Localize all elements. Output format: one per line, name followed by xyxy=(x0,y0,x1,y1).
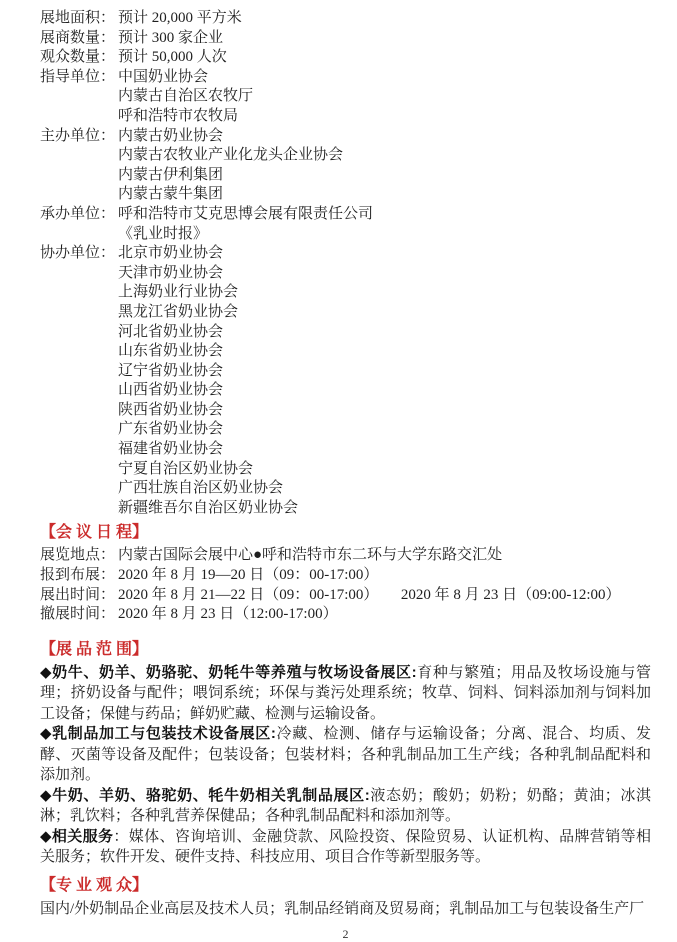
info-field-value-line: 河北省奶业协会 xyxy=(118,323,224,340)
schedule-row xyxy=(40,566,651,586)
info-field-row xyxy=(40,9,651,29)
scope-section xyxy=(40,637,651,868)
info-field-value-line: 福建省奶业协会 xyxy=(118,441,224,458)
info-field-value-line: 呼和浩特市农牧局 xyxy=(118,107,239,124)
info-field-value-line: 宁夏自治区奶业协会 xyxy=(118,460,254,477)
info-field-values xyxy=(118,48,651,68)
schedule-row-value-line: 内蒙古国际会展中心●呼和浩特市东二环与大学东路交汇处 xyxy=(118,547,503,564)
info-field-value-line: 预计 50,000 人次 xyxy=(118,49,227,66)
info-field-value-line: 内蒙古伊利集团 xyxy=(118,166,224,183)
info-field-value-line: 预计 20,000 平方米 xyxy=(118,10,242,26)
info-field-value-line: 辽宁省奶业协会 xyxy=(118,362,224,379)
scope-item-text: 冷藏、检测、储存与运输设备；分离、混合、均质、发酵、灭菌等设备及配件；包装设备；包装材料；各种乳制品加工生产线；各种乳制品配料和添加剂。 xyxy=(40,726,651,784)
info-field-value-line: 中国奶业协会 xyxy=(118,68,209,85)
info-field-value-line: 内蒙古蒙牛集团 xyxy=(118,186,224,203)
info-field-label: 承办单位： xyxy=(40,205,116,222)
scope-item-lead: ◆乳制品加工与包装技术设备展区: xyxy=(40,725,276,743)
info-field-values xyxy=(118,127,651,205)
info-field-values xyxy=(118,244,651,518)
info-field-label: 主办单位： xyxy=(40,127,116,144)
scope-item-lead: ◆牛奶、羊奶、骆驼奶、牦牛奶相关乳制品展区: xyxy=(40,786,370,804)
info-field-value-line: 内蒙古自治区农牧厅 xyxy=(118,88,254,105)
scope-item-text: 液态奶；酸奶；奶粉；奶酪；黄油；冰淇淋；乳饮料；各种乳营养保健品；各种乳制品配料和添加剂等。 xyxy=(40,787,651,825)
scope-item-list xyxy=(40,663,651,868)
info-field-label: 观众数量： xyxy=(40,49,116,66)
schedule-row xyxy=(40,546,651,566)
schedule-row-label: 展览地点： xyxy=(40,547,116,564)
scope-item-text: 育种与繁殖；用品及牧场设施与管理；挤奶设备与配件；喂饲系统；环保与粪污处理系统；牧草、饲料、饲料添加剂与饲料加工设备；保健与药品；鲜奶贮藏、检测与运输设备。 xyxy=(40,664,651,722)
info-field-value-line: 新疆维吾尔自治区奶业协会 xyxy=(118,499,299,516)
info-field-value-line: 广西壮族自治区奶业协会 xyxy=(118,480,284,497)
schedule-row-value-line: 2020 年 8 月 19—20 日（09：00-17:00） xyxy=(118,567,379,584)
info-field-row xyxy=(40,244,651,518)
info-field-value-line: 陕西省奶业协会 xyxy=(118,401,224,418)
info-field-value-line: 山东省奶业协会 xyxy=(118,343,224,360)
info-field-value-line: 黑龙江省奶业协会 xyxy=(118,303,239,320)
schedule-row-value xyxy=(118,586,651,606)
info-field-row xyxy=(40,127,651,205)
scope-heading: 【展 品 范 围】 xyxy=(40,640,149,658)
info-field-list xyxy=(40,9,651,518)
info-field-value-line: 山西省奶业协会 xyxy=(118,382,224,399)
schedule-heading: 【会 议 日 程】 xyxy=(40,524,149,542)
schedule-row-value-line: 2020 年 8 月 23 日（12:00-17:00） xyxy=(118,606,338,623)
info-field-value-line: 《乳业时报》 xyxy=(118,225,209,242)
schedule-row xyxy=(40,586,651,606)
info-field-value-line: 内蒙古农牧业产业化龙头企业协会 xyxy=(118,147,344,164)
schedule-row-label: 撤展时间： xyxy=(40,606,116,623)
info-field-value-line: 呼和浩特市艾克思博会展有限责任公司 xyxy=(118,205,374,222)
scope-item xyxy=(40,827,651,868)
schedule-row-label: 报到布展： xyxy=(40,567,116,584)
info-field-row xyxy=(40,48,651,68)
info-field-row xyxy=(40,29,651,49)
audience-heading: 【专 业 观 众】 xyxy=(40,876,149,894)
info-field-value-line: 预计 300 家企业 xyxy=(118,29,224,46)
scope-item-lead: ◆相关服务 xyxy=(40,827,114,845)
schedule-row-list xyxy=(40,546,651,624)
page-number: 2 xyxy=(342,927,349,942)
info-field-values xyxy=(118,29,651,49)
info-field-values xyxy=(118,68,651,127)
scope-item xyxy=(40,663,651,725)
schedule-row-value xyxy=(118,605,651,625)
audience-section xyxy=(40,873,651,920)
schedule-row-label: 展出时间： xyxy=(40,586,116,603)
scope-item xyxy=(40,786,651,827)
info-field-values xyxy=(118,9,651,29)
info-field-value-line: 上海奶业行业协会 xyxy=(118,284,239,301)
schedule-row-value xyxy=(118,546,651,566)
info-field-value-line: 内蒙古奶业协会 xyxy=(118,127,224,144)
schedule-row-value-line: 2020 年 8 月 21—22 日（09：00-17:00） 2020 年 8 月 23 日（09:00-12:00） xyxy=(118,586,621,603)
info-field-values xyxy=(118,205,651,244)
info-field-row xyxy=(40,205,651,244)
info-field-value-line: 北京市奶业协会 xyxy=(118,245,224,262)
info-field-label: 协办单位： xyxy=(40,245,116,262)
info-field-label: 展地面积： xyxy=(40,10,116,26)
schedule-row-value xyxy=(118,566,651,586)
info-field-label: 指导单位： xyxy=(40,68,116,85)
info-field-value-line: 天津市奶业协会 xyxy=(118,264,224,281)
info-field-row xyxy=(40,68,651,127)
schedule-section xyxy=(40,520,651,624)
scope-item-text: ：媒体、咨询培训、金融贷款、风险投资、保险贸易、认证机构、品牌营销等相关服务；软件开发、硬件支持、科技应用、项目合作等新型服务等。 xyxy=(40,828,651,866)
scope-item-lead: ◆奶牛、奶羊、奶骆驼、奶牦牛等养殖与牧场设备展区: xyxy=(40,663,417,681)
audience-text: 国内/外奶制品企业高层及技术人员；乳制品经销商及贸易商；乳制品加工与包装设备生产厂 xyxy=(40,900,645,917)
info-field-label: 展商数量： xyxy=(40,29,116,46)
schedule-row xyxy=(40,605,651,625)
info-field-value-line: 广东省奶业协会 xyxy=(118,421,224,438)
scope-item xyxy=(40,724,651,786)
